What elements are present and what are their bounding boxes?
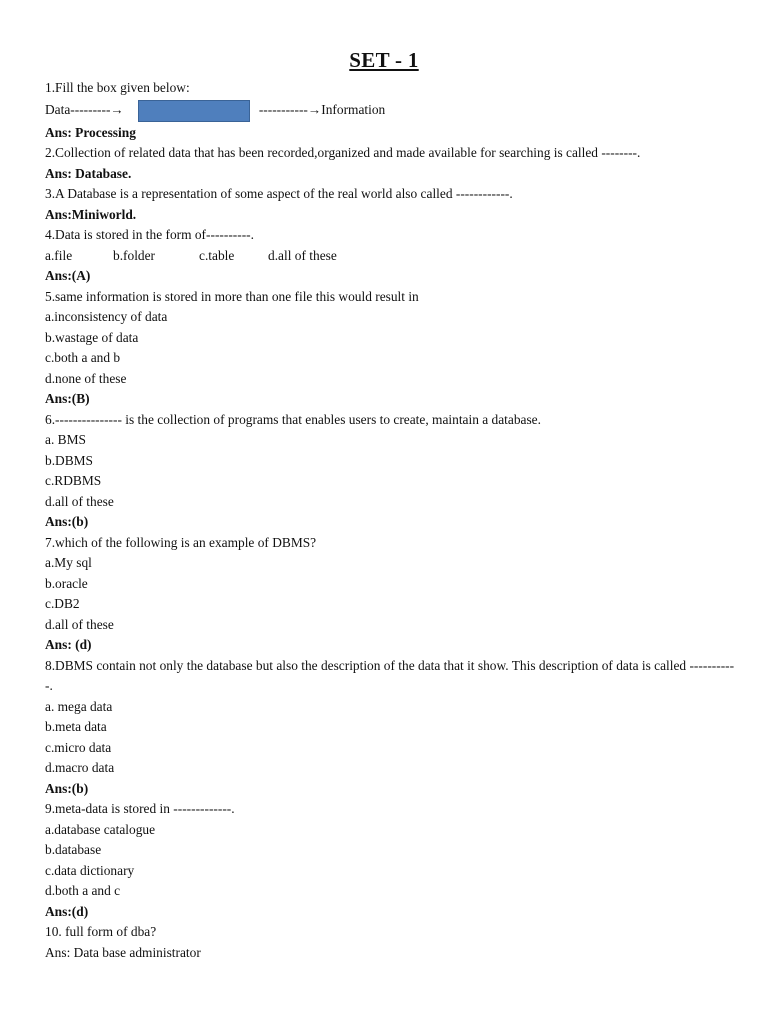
q1-answer: Ans: Processing bbox=[45, 124, 136, 140]
q7-option-a: a.My sql bbox=[45, 555, 92, 570]
q1-flow-right: -----------→Information bbox=[258, 102, 386, 118]
q6-option-b: b.DBMS bbox=[45, 452, 93, 468]
q2-answer: Ans: Database. bbox=[45, 165, 132, 181]
q6-option-d: d.all of these bbox=[45, 493, 114, 509]
q7-question: 7.which of the following is an example of DBMS? bbox=[45, 534, 317, 550]
q4-option-b: b.folder bbox=[113, 247, 156, 263]
q1-fill-box bbox=[138, 100, 250, 122]
q8-option-b: b.meta data bbox=[45, 719, 107, 734]
q4-answer: Ans:(A) bbox=[45, 268, 91, 283]
q5-option-c: c.both a and b bbox=[45, 350, 121, 365]
q9-answer: Ans:(d) bbox=[45, 903, 89, 919]
q5-option-a: a.inconsistency of data bbox=[45, 309, 168, 324]
q5-option-b: b.wastage of data bbox=[45, 329, 139, 345]
q10-question: 10. full form of dba? bbox=[45, 924, 157, 939]
q4-option-d: d.all of these bbox=[268, 247, 337, 263]
q8-answer: Ans:(b) bbox=[45, 780, 89, 796]
q8-option-d: d.macro data bbox=[45, 760, 115, 775]
q9-option-d: d.both a and c bbox=[45, 883, 121, 898]
q6-option-c: c.RDBMS bbox=[45, 473, 102, 488]
q7-option-d: d.all of these bbox=[45, 616, 114, 632]
q8-option-a: a. mega data bbox=[45, 698, 113, 714]
page-title: SET - 1 bbox=[349, 48, 419, 72]
q5-option-d: d.none of these bbox=[45, 370, 127, 386]
q3-question: 3.A Database is a representation of some aspect of the real world also called ------------. bbox=[45, 186, 513, 201]
q4-option-c: c.table bbox=[199, 247, 235, 263]
q7-option-b: b.oracle bbox=[45, 575, 88, 591]
q5-answer: Ans:(B) bbox=[45, 391, 90, 406]
q4-question: 4.Data is stored in the form of----------. bbox=[45, 227, 254, 242]
q9-option-a: a.database catalogue bbox=[45, 821, 156, 837]
q9-option-c: c.data dictionary bbox=[45, 862, 135, 878]
q7-option-c: c.DB2 bbox=[45, 596, 80, 611]
q4-option-a: a.file bbox=[45, 247, 73, 263]
q4-options bbox=[45, 246, 735, 267]
q6-question: 6.--------------- is the collection of programs that enables users to create, maintain a database. bbox=[45, 411, 541, 427]
question-list bbox=[45, 78, 735, 963]
q3-answer: Ans:Miniworld. bbox=[45, 206, 137, 222]
q2-question: 2.Collection of related data that has been recorded,organized and made available for searching is called --------. bbox=[45, 145, 641, 160]
q5-question: 5.same information is stored in more than one file this would result in bbox=[45, 288, 419, 304]
q6-option-a: a. BMS bbox=[45, 432, 86, 447]
q8-question: 8.DBMS contain not only the database but also the description of the data that it show. This description of data is called -----------. bbox=[45, 657, 735, 693]
q1-flow bbox=[45, 99, 735, 123]
q1-flow-left: Data---------→ bbox=[45, 102, 124, 118]
q7-answer: Ans: (d) bbox=[45, 637, 92, 652]
q6-answer: Ans:(b) bbox=[45, 514, 89, 529]
q10-answer: Ans: Data base administrator bbox=[45, 944, 201, 960]
q8-option-c: c.micro data bbox=[45, 739, 112, 755]
q1-question: 1.Fill the box given below: bbox=[45, 80, 190, 95]
q9-option-b: b.database bbox=[45, 842, 102, 857]
q9-question: 9.meta-data is stored in -------------. bbox=[45, 801, 235, 816]
